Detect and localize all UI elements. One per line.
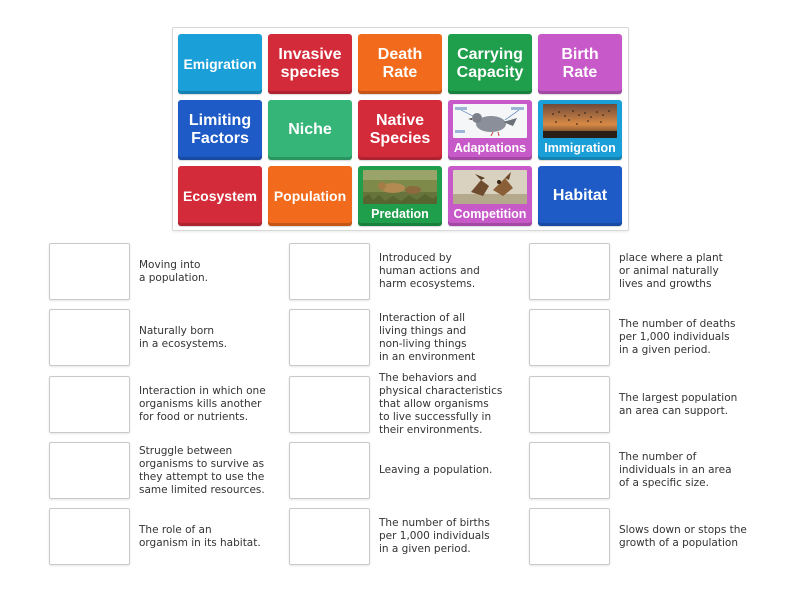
definition-text: The number of deaths per 1,000 individuals in a given period. xyxy=(619,318,736,356)
drop-slot[interactable] xyxy=(289,508,370,565)
tile-label: Immigration xyxy=(544,141,616,155)
tile-label: Death Rate xyxy=(377,46,423,81)
definition-text: The number of individuals in an area of a specific size. xyxy=(619,451,732,489)
tile-label: Competition xyxy=(453,207,527,221)
tile-label: Native Species xyxy=(369,112,431,147)
tile-niche[interactable] xyxy=(268,100,352,160)
definition-text: Struggle between organisms to survive as they attempt to use the same limited resources. xyxy=(139,444,265,496)
tile-label: Habitat xyxy=(552,187,608,204)
definition-text: Naturally born in a ecosystems. xyxy=(139,324,228,350)
tile-label: Ecosystem xyxy=(183,188,257,204)
tile-predation[interactable] xyxy=(358,166,442,226)
definition-text: The role of an organism in its habitat. xyxy=(139,523,261,549)
drop-slot[interactable] xyxy=(529,442,610,499)
bird-flock-sunset-image xyxy=(543,104,617,138)
drop-slot[interactable] xyxy=(529,243,610,300)
tile-label: Population xyxy=(273,188,347,204)
tile-emigration[interactable] xyxy=(178,34,262,94)
tile-label: Birth Rate xyxy=(561,46,599,81)
tile-population[interactable] xyxy=(268,166,352,226)
word-bank xyxy=(172,27,629,231)
drop-slot[interactable] xyxy=(49,376,130,433)
drop-slot[interactable] xyxy=(49,508,130,565)
drop-slot[interactable] xyxy=(289,376,370,433)
definition-text: place where a plant or animal naturally lives and growths xyxy=(619,252,723,290)
tile-competition[interactable] xyxy=(448,166,532,226)
definition-text: The number of births per 1,000 individuals in a given period. xyxy=(379,517,490,555)
drop-slot[interactable] xyxy=(49,243,130,300)
definition-text: Introduced by human actions and harm ecosystems. xyxy=(379,252,480,290)
tile-ecosystem[interactable] xyxy=(178,166,262,226)
drop-slot[interactable] xyxy=(529,508,610,565)
definition-text: Moving into a population. xyxy=(139,258,208,284)
drop-slot[interactable] xyxy=(289,309,370,366)
drop-slot[interactable] xyxy=(49,309,130,366)
definition-text: The largest population an area can support. xyxy=(619,391,738,417)
tile-label: Limiting Factors xyxy=(188,112,252,147)
definition-text: Leaving a population. xyxy=(379,464,493,476)
drop-slot[interactable] xyxy=(289,442,370,499)
definition-text: Interaction in which one organisms kills another for food or nutrients. xyxy=(139,385,266,423)
tile-habitat[interactable] xyxy=(538,166,622,226)
pigeon-diagram-image xyxy=(453,104,527,138)
tile-label: Invasive species xyxy=(278,46,342,81)
tile-native-species[interactable] xyxy=(358,100,442,160)
tile-label: Niche xyxy=(288,121,332,138)
tile-label: Predation xyxy=(371,207,429,221)
tile-immigration[interactable] xyxy=(538,100,622,160)
predator-grassland-image xyxy=(363,170,437,204)
definition-text: The behaviors and physical characteristics that allow organisms to live successfully in their environments. xyxy=(379,372,503,436)
birds-fighting-image xyxy=(453,170,527,204)
definition-text: Slows down or stops the growth of a population xyxy=(619,523,747,549)
definition-text: Interaction of all living things and non-living things in an environment xyxy=(379,311,476,363)
tile-death-rate[interactable] xyxy=(358,34,442,94)
drop-slot[interactable] xyxy=(529,309,610,366)
tile-label: Adaptations xyxy=(453,141,527,155)
tile-limiting-factors[interactable] xyxy=(178,100,262,160)
drop-slot[interactable] xyxy=(529,376,610,433)
tile-adaptations[interactable] xyxy=(448,100,532,160)
drop-slot[interactable] xyxy=(49,442,130,499)
tile-label: Emigration xyxy=(183,56,257,72)
tile-carrying-capacity[interactable] xyxy=(448,34,532,94)
tile-birth-rate[interactable] xyxy=(538,34,622,94)
tile-invasive-species[interactable] xyxy=(268,34,352,94)
tile-label: Carrying Capacity xyxy=(456,46,524,81)
drop-slot[interactable] xyxy=(289,243,370,300)
